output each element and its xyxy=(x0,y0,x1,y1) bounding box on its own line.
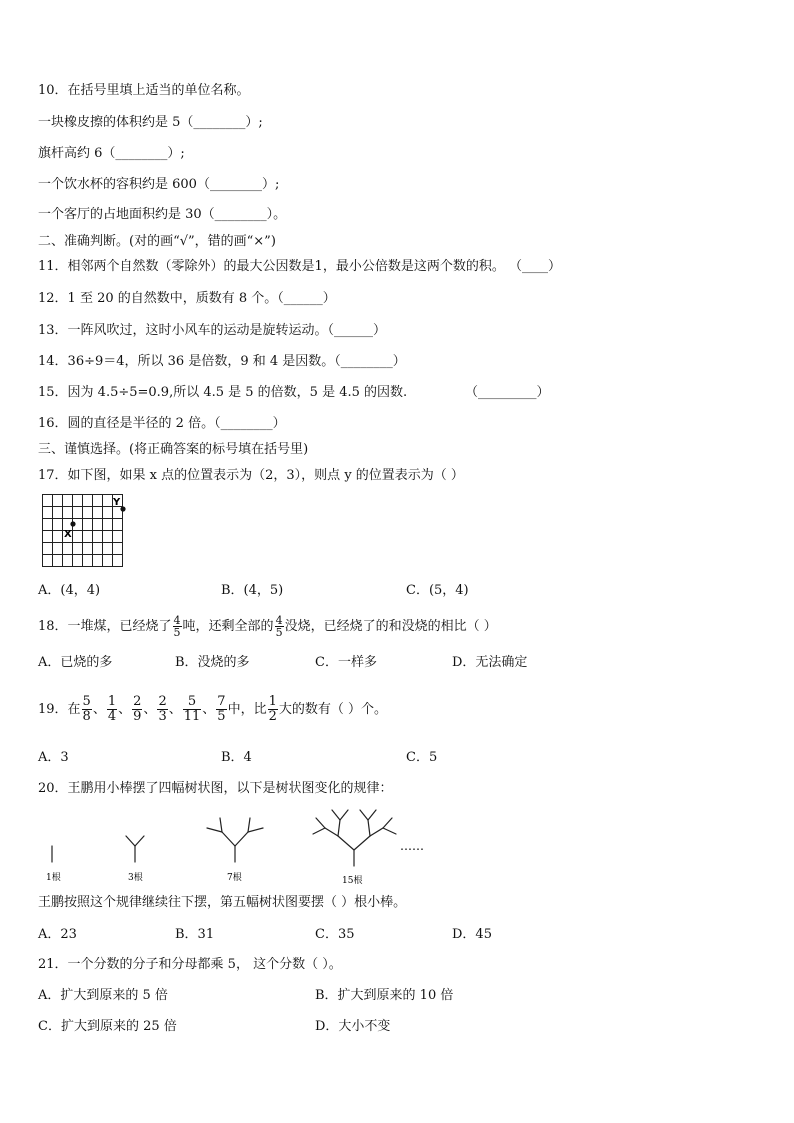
q15: 15．因为 4.5÷5=0.9,所以 4.5 是 5 的倍数，5 是 4.5 的因数. xyxy=(38,385,408,400)
label-y: Y xyxy=(113,497,121,508)
q12: 12．1 至 20 的自然数中，质数有 8 个。（______） xyxy=(38,291,336,306)
q10-line-4: 一个客厅的占地面积约是 30（________）。 xyxy=(38,207,287,222)
q20-option-d: D．45 xyxy=(452,927,492,942)
q18-option-a: A．已烧的多 xyxy=(38,655,113,670)
q17-text: 17．如下图，如果 x 点的位置表示为（2，3），则点 y 的位置表示为（ ） xyxy=(38,468,464,483)
q17-grid-figure xyxy=(42,494,128,568)
q21-option-c: C．扩大到原来的 25 倍 xyxy=(38,1019,177,1034)
q19-fraction-half: $\frac{1}{2}$ xyxy=(268,694,277,724)
q21-option-d: D．大小不变 xyxy=(315,1019,391,1034)
q17-option-a: A．(4，4) xyxy=(38,583,101,598)
q18-option-b: B．没烧的多 xyxy=(175,655,250,670)
q11: 11．相邻两个自然数（零除外）的最大公因数是1，最小公倍数是这两个数的积。 （____） xyxy=(38,259,561,274)
q20-text: 20．王鹏用小棒摆了四幅树状图，以下是树状图变化的规律： xyxy=(38,781,393,796)
q15-answer-blank: （_________） xyxy=(465,385,550,400)
q10-line-1: 一块橡皮擦的体积约是 5（________）; xyxy=(38,115,263,130)
section-3-heading: 三、谨慎选择。(将正确答案的标号填在括号里) xyxy=(38,442,309,457)
q19-option-b: B．4 xyxy=(221,750,252,765)
q18-option-d: D．无法确定 xyxy=(452,655,528,670)
point-y xyxy=(120,506,125,511)
tree-label-1: 1根 xyxy=(46,873,61,883)
q19-option-a: A．3 xyxy=(38,750,69,765)
q18-fraction-1: $\frac{4}{5}$ xyxy=(173,614,181,639)
q19-fraction-3: $\frac{2}{9}$ xyxy=(133,694,142,724)
q17-option-c: C．(5，4) xyxy=(406,583,469,598)
q10-line-2: 旗杆高约 6（________）; xyxy=(38,146,185,161)
q21-text: 21．一个分数的分子和分母都乘 5， 这个分数（ ）。 xyxy=(38,957,342,972)
tree-label-2: 3根 xyxy=(128,873,143,883)
q19-fraction-1: $\frac{5}{8}$ xyxy=(82,694,91,724)
q21-option-a: A．扩大到原来的 5 倍 xyxy=(38,988,168,1003)
q19-option-c: C．5 xyxy=(406,750,438,765)
tree-ellipsis: …… xyxy=(400,839,424,853)
label-x: X xyxy=(64,529,72,540)
q20-question: 王鹏按照这个规律继续往下摆，第五幅树状图要摆（ ）根小棒。 xyxy=(38,895,407,910)
q14: 14．36÷9＝4，所以 36 是倍数，9 和 4 是因数。（________） xyxy=(38,354,406,369)
q18-fraction-2: $\frac{4}{5}$ xyxy=(275,614,283,639)
q19-fraction-6: $\frac{7}{5}$ xyxy=(217,694,226,724)
tree-label-3: 7根 xyxy=(227,873,242,883)
q20-tree-figure xyxy=(40,806,460,886)
q13: 13．一阵风吹过，这时小风车的运动是旋转运动。（______） xyxy=(38,323,387,338)
q19-fraction-4: $\frac{2}{3}$ xyxy=(158,694,167,724)
point-x xyxy=(70,521,75,526)
q20-option-b: B．31 xyxy=(175,927,215,942)
q17-option-b: B．(4，5) xyxy=(221,583,284,598)
q19-fraction-2: $\frac{1}{4}$ xyxy=(107,694,117,724)
q19-text: 19．在 $\frac{5}{8}$ 、 $\frac{1}{4}$ 、 $\frac{2}{9}$ 、 $\frac{2}{3}$ 、 $\frac{5}{11}$ 、 $\frac{7}{5}$ 中，比 $\frac{1}{2}$ 大的数有（ ）个。 xyxy=(38,694,388,724)
q21-option-b: B．扩大到原来的 10 倍 xyxy=(315,988,454,1003)
q10-line-3: 一个饮水杯的容积约是 600（________）; xyxy=(38,177,280,192)
q16: 16．圆的直径是半径的 2 倍。（________） xyxy=(38,416,286,431)
section-2-heading: 二、准确判断。(对的画“√”，错的画“×”) xyxy=(38,234,276,249)
q18-option-c: C．一样多 xyxy=(315,655,377,670)
tree-label-4: 15根 xyxy=(342,876,363,886)
q18-text: 18．一堆煤，已经烧了 $\frac{4}{5}$ 吨，还剩全部的 $\frac{4}{5}$ 没烧，已经烧了的和没烧的相比（ ） xyxy=(38,614,497,639)
q19-fraction-5: $\frac{5}{11}$ xyxy=(183,694,201,724)
q20-option-c: C．35 xyxy=(315,927,355,942)
q10-title: 10．在括号里填上适当的单位名称。 xyxy=(38,83,250,98)
q20-option-a: A．23 xyxy=(38,927,77,942)
